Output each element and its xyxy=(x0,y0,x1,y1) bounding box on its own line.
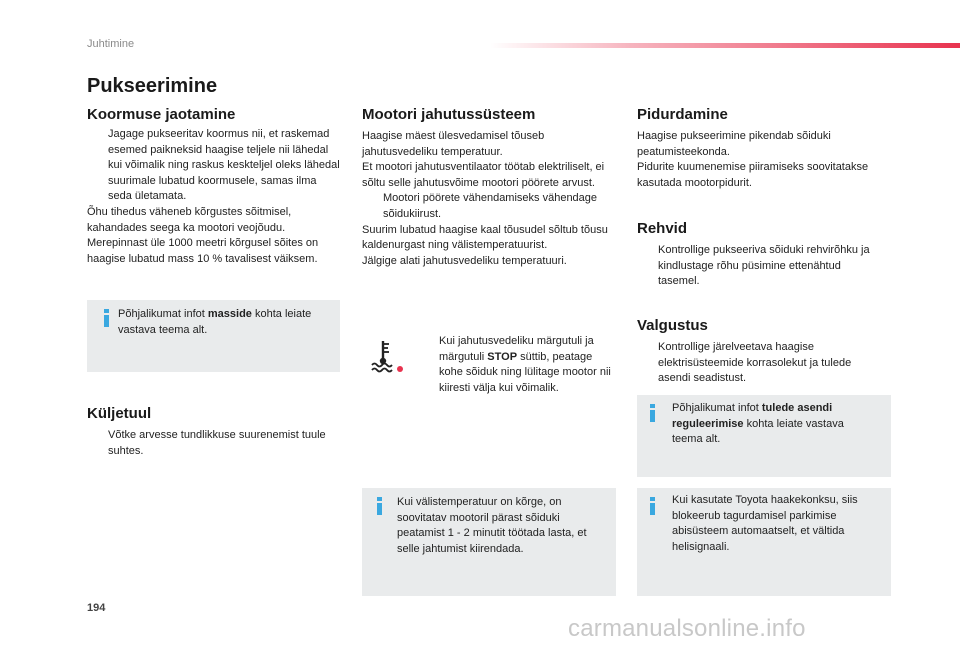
col2-paragraph-1: Haagise mäest ülesvedamisel tõuseb jahutusvedeliku temperatuur. xyxy=(362,130,545,158)
col3-bullet2-text: Kontrollige pukseeriva sõiduki rehvirõhku ja kindlustage rõhu püsimine ettenähtud tasemel. xyxy=(658,244,870,288)
heading-tyres: Rehvid xyxy=(637,220,688,237)
info-note-towbar xyxy=(637,488,891,596)
col3-bullet-lighting xyxy=(637,340,882,387)
section-label: Juhtimine xyxy=(87,38,135,50)
watermark: carmanualsonline.info xyxy=(568,615,806,642)
info-icon xyxy=(100,309,114,327)
col2-bullet xyxy=(362,191,618,222)
col3-bullet-tyres xyxy=(637,243,882,290)
note1-text-bold: tulede asendi reguleerimise xyxy=(672,402,833,430)
heading-crosswind: Küljetuul xyxy=(87,405,152,422)
col1-bullet-crosswind xyxy=(87,428,337,459)
col1-bullet-text: Jagage pukseeritav koormus nii, et raskemad esemed paikneksid haagise teljele nii lähedal kui võimalik ning raskus keskteljel oleks lähedal suurimale lubatud koormusele, samas ilma seda ületamata. xyxy=(108,128,340,203)
info-icon xyxy=(373,497,387,515)
info-note-cooling xyxy=(362,488,616,596)
col3-paragraph-1b: Pidurite kuumenemise piiramiseks soovitatakse kasutada mootorpidurit. xyxy=(637,161,869,189)
col1-body xyxy=(87,127,342,267)
heading-load-distribution: Koormuse jaotamine xyxy=(87,106,236,123)
col3-tyres-body xyxy=(637,243,882,290)
heading-braking: Pidurdamine xyxy=(637,106,728,123)
info-icon xyxy=(646,497,660,515)
page-title: Pukseerimine xyxy=(87,75,218,97)
info-note-headlamps xyxy=(637,395,891,477)
coolant-warning xyxy=(418,334,613,396)
col3-braking-body xyxy=(637,129,897,191)
info-note-text xyxy=(118,307,333,338)
header-accent-bar xyxy=(490,43,960,48)
info-icon xyxy=(646,404,660,422)
page-number: 194 xyxy=(87,602,106,614)
note-text-pre: Põhjalikumat infot xyxy=(118,308,208,320)
col1-bullet xyxy=(87,127,342,205)
col3-bullet3-text: Kontrollige järelveetava haagise elektrisüsteemide korrasolekut ja tulede asendi seadistust. xyxy=(658,341,852,385)
note1-text-post: kohta leiate vastava teema alt. xyxy=(672,417,844,446)
info-note-cooling-text: Kui välistemperatuur on kõrge, on soovitatav mootoril pärast sõiduki peatamist 1 - 2 minutit töötada lasta, et selle jahtumist kiirendada. xyxy=(397,496,587,555)
col2-paragraph-4: Jälgige alati jahutusvedeliku temperatuuri. xyxy=(362,254,567,267)
col1-crosswind-body xyxy=(87,428,337,459)
warn-text-post: süttib, peatage kohe sõiduk ning lülitage mootor nii kiiresti välja kui võimalik. xyxy=(439,350,611,394)
warn-text-pre: Kui jahutusvedeliku märgutuli ja märgutuli xyxy=(439,335,594,363)
col3-lighting-body xyxy=(637,340,882,387)
coolant-temperature-icon xyxy=(369,337,405,373)
info-note-masses xyxy=(87,300,340,372)
col2-paragraph-2: Et mootori jahutusventilaator töötab elektriliselt, ei sõltu selle jahutusvõime mootori pöörete arvust. xyxy=(362,161,605,189)
col2-bullet-text: Mootori pöörete vähendamiseks vähendage sõidukiirust. xyxy=(383,192,598,220)
heading-lighting: Valgustus xyxy=(637,317,708,334)
note-text-bold: masside xyxy=(207,308,252,320)
info-note-headlamps-text xyxy=(672,401,872,448)
heading-engine-cooling: Mootori jahutussüsteem xyxy=(362,106,536,123)
note1-text-pre: Põhjalikumat infot xyxy=(672,402,762,414)
col1-paragraph: Õhu tihedus väheneb kõrgustes sõitmisel, kahandades seega ka mootori veojõudu. Merepinnast üle 1000 meetri kõrgusel sõites on haagise lubatud mass 10 % tavalisest väiksem. xyxy=(87,205,319,265)
warn-text-bold: STOP xyxy=(487,350,518,363)
col2-body xyxy=(362,129,618,269)
info-note-towbar-text: Kui kasutate Toyota haakekonksu, siis blokeerub tagurdamisel parkimise abisüsteem automaatselt, et vältida helisignaali. xyxy=(672,494,858,553)
col1-bullet2-text: Võtke arvesse tundlikkuse suurenemist tuule suhtes. xyxy=(108,429,326,457)
col2-paragraph-3: Suurim lubatud haagise kaal tõusudel sõltub tõusu kaldenurgast ning välistemperatuurist. xyxy=(362,223,608,252)
coolant-warning-bullet xyxy=(418,334,613,396)
note-text-post: kohta leiate vastava teema alt. xyxy=(118,308,312,336)
col3-paragraph-1a: Haagise pukseerimine pikendab sõiduki peatumisteekonda. xyxy=(637,130,831,158)
